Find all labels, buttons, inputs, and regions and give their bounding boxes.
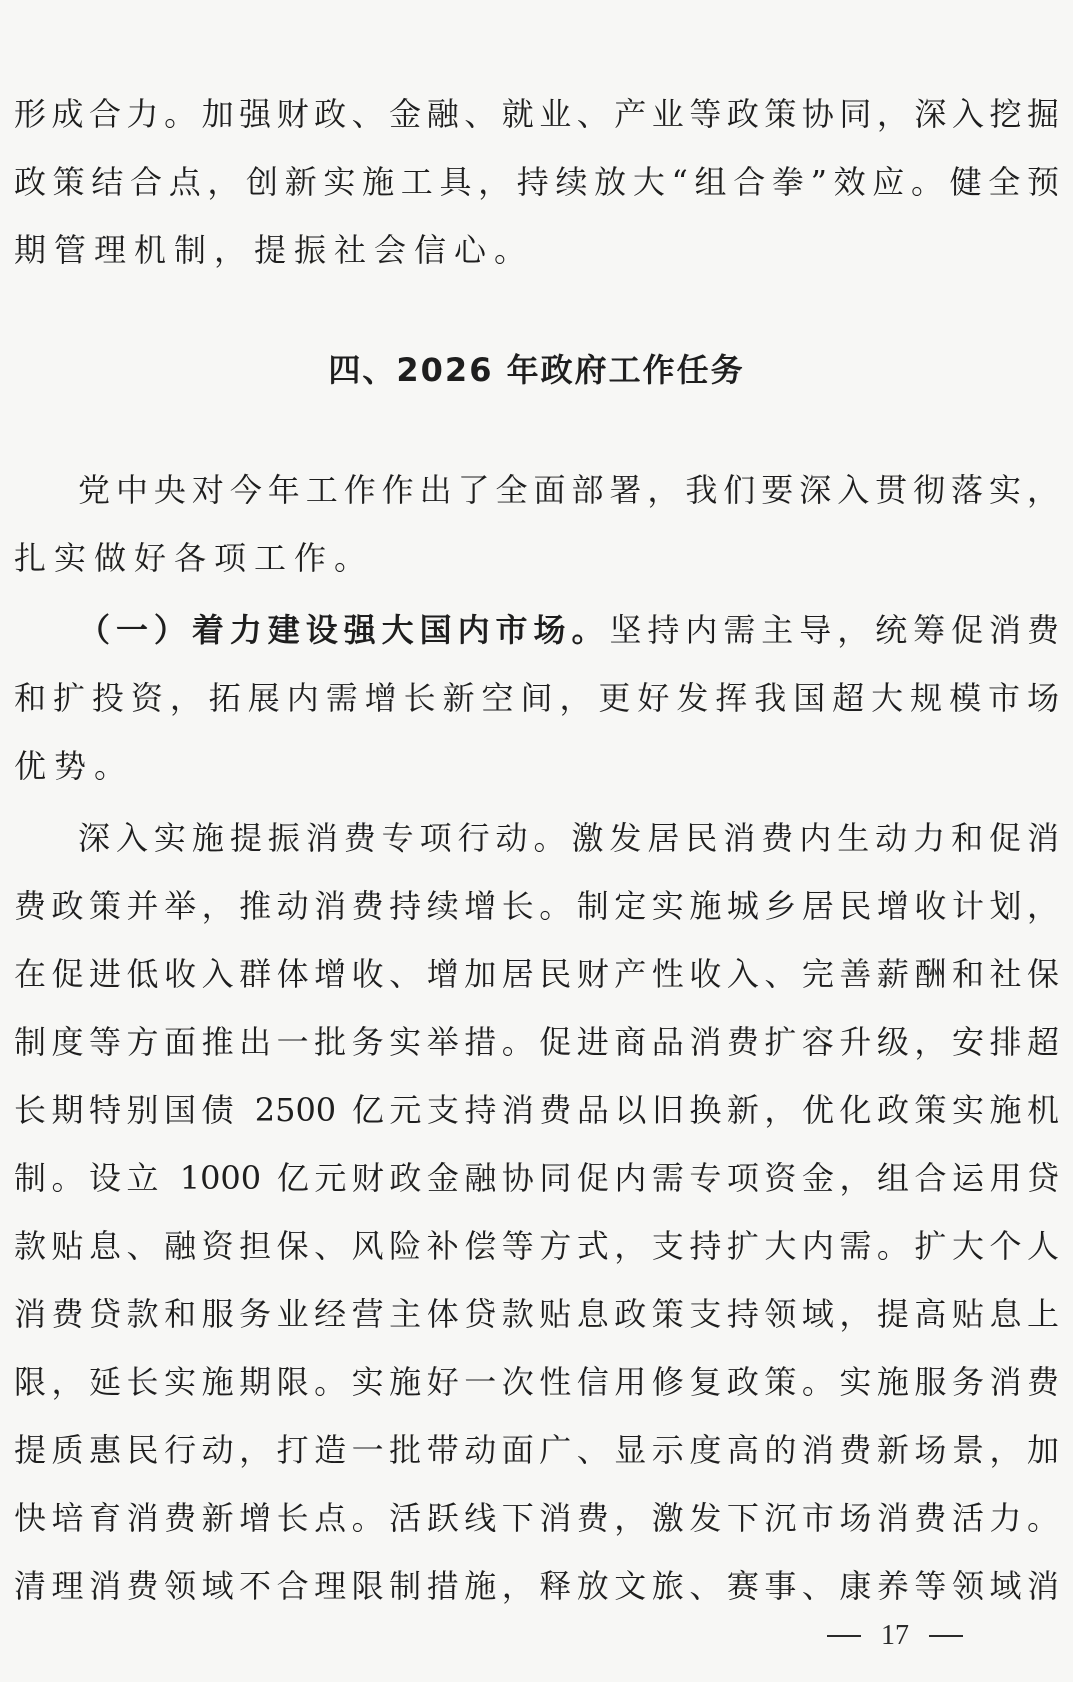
text-line: 深入实施提振消费专项行动。激发居民消费内生动力和促消 bbox=[78, 819, 1059, 857]
text-line: 提质惠民行动，打造一批带动面广、显示度高的消费新场景，加 bbox=[14, 1431, 1059, 1469]
text-line: 限，延长实施期限。实施好一次性信用修复政策。实施服务消费 bbox=[14, 1363, 1059, 1401]
document-page bbox=[14, 80, 1059, 1620]
page-number-left-dash bbox=[827, 1635, 861, 1637]
item-1-first-line-rest: 坚持内需主导，统筹促消费 bbox=[609, 611, 1059, 649]
text-line: 清理消费领域不合理限制措施，释放文旅、赛事、康养等领域消 bbox=[14, 1567, 1059, 1605]
text-line: 期管理机制，提振社会信心。 bbox=[14, 231, 535, 269]
text-line: 快培育消费新增长点。活跃线下消费，激发下沉市场消费活力。 bbox=[14, 1499, 1059, 1537]
text-line: 和扩投资，拓展内需增长新空间，更好发挥我国超大规模市场 bbox=[14, 679, 1059, 717]
section-heading: 四、2026 年政府工作任务 bbox=[328, 351, 745, 389]
text-line: 在促进低收入群体增收、增加居民财产性收入、完善薪酬和社保 bbox=[14, 955, 1059, 993]
text-line: 形成合力。加强财政、金融、就业、产业等政策协同，深入挖掘 bbox=[14, 95, 1059, 133]
text-line: 政策结合点，创新实施工具，持续放大“组合拳”效应。健全预 bbox=[14, 163, 1059, 201]
text-line bbox=[14, 596, 1059, 664]
text-line: 制。设立 1000 亿元财政金融协同促内需专项资金，组合运用贷 bbox=[14, 1159, 1059, 1197]
text-line: 制度等方面推出一批务实举措。促进商品消费扩容升级，安排超 bbox=[14, 1023, 1059, 1061]
paragraph-consumption bbox=[14, 804, 1059, 1620]
paragraph-previous bbox=[14, 80, 1059, 284]
paragraph-intro bbox=[14, 456, 1059, 592]
item-1-heading: （一）着力建设强大国内市场。 bbox=[78, 611, 610, 649]
text-line: 党中央对今年工作作出了全面部署，我们要深入贯彻落实， bbox=[78, 471, 1059, 509]
paragraph-item-1 bbox=[14, 596, 1059, 800]
page-number-text: 17 bbox=[881, 1620, 909, 1651]
text-line: 扎实做好各项工作。 bbox=[14, 539, 375, 577]
text-line: 款贴息、融资担保、风险补偿等方式，支持扩大内需。扩大个人 bbox=[14, 1227, 1059, 1265]
text-line: 费政策并举，推动消费持续增长。制定实施城乡居民增收计划， bbox=[14, 887, 1059, 925]
text-line: 长期特别国债 2500 亿元支持消费品以旧换新，优化政策实施机 bbox=[14, 1091, 1059, 1129]
page-number-right-dash bbox=[929, 1635, 963, 1637]
text-line: 消费贷款和服务业经营主体贷款贴息政策支持领域，提高贴息上 bbox=[14, 1295, 1059, 1333]
text-line: 优势。 bbox=[14, 747, 135, 785]
page-number bbox=[827, 1620, 963, 1652]
